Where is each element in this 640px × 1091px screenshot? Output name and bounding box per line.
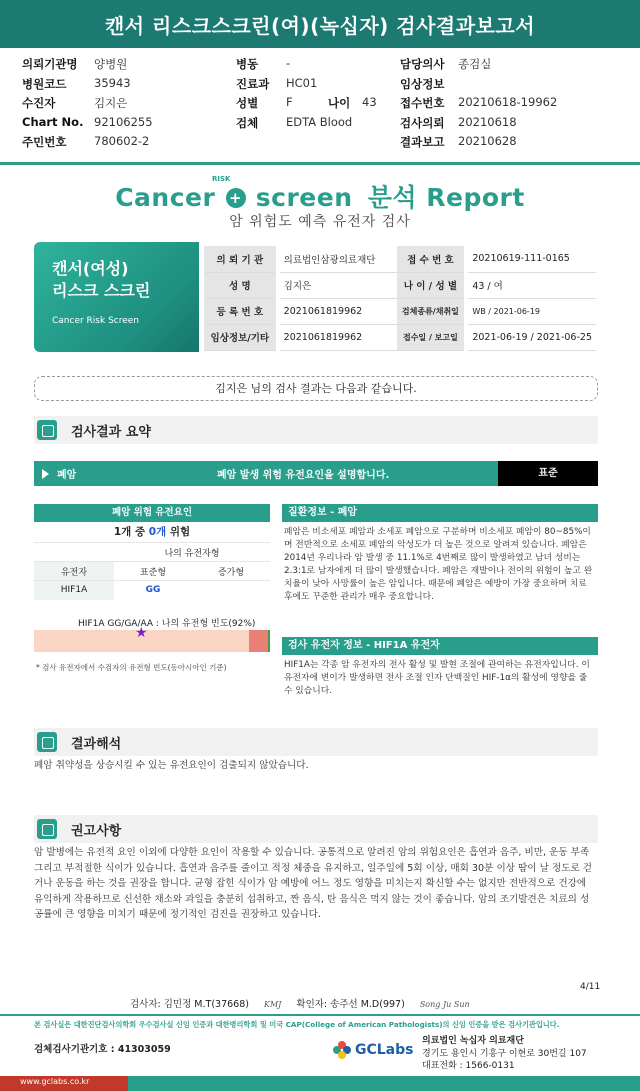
table-row [204, 272, 596, 298]
panel-line1: 캔서(여성) [52, 259, 129, 278]
meta-label: 담당의사 [400, 57, 445, 71]
banner-gene: 폐암 [57, 470, 77, 481]
meta-label: 수진자 [22, 96, 56, 110]
meta-value: F [286, 95, 293, 109]
frequency-label: HIF1A GG/GA/AA : 나의 유전형 빈도(92%) [78, 619, 256, 629]
banner-desc: 폐암 발생 위험 유전요인을 설명합니다. [217, 470, 390, 481]
gclabs-text: GCLabs [355, 1042, 414, 1058]
banner-main [34, 461, 498, 486]
meta-value: 20210618-19962 [458, 95, 558, 109]
people-icon [37, 819, 57, 839]
risk-factor-panel [34, 504, 270, 672]
meta-value: 종검실 [458, 57, 492, 71]
count-pre: 1개 중 [113, 526, 146, 538]
gene-info-head: 검사 유전자 정보 - HIF1A 유전자 [282, 637, 598, 655]
count-post: 위험 [169, 526, 191, 538]
meta-value: 김지은 [94, 96, 128, 110]
clipboard-icon [37, 420, 57, 440]
table-row [34, 543, 270, 562]
meta-label: 병동 [236, 57, 259, 71]
section-title: 결과해석 [71, 736, 122, 752]
meta-label: Chart No. [22, 114, 84, 129]
gene-name: HIF1A [34, 581, 114, 600]
meta-value: EDTA Blood [286, 114, 353, 129]
genotype-value: GG [114, 581, 192, 600]
certification-text: 본 검사실은 대한진단검사의학회 우수검사실 신임 인증과 대한병리학회 및 미국 CAP(College of American Pathologists)의 신임 인증을 받은 검사기관입니다. [34, 1020, 560, 1029]
meta-row [22, 95, 622, 115]
genotype-table [34, 542, 270, 600]
table-row [204, 298, 596, 324]
info-key: 접 수 번 호 [397, 246, 467, 272]
website-link[interactable]: www.gclabs.co.kr [20, 1077, 90, 1086]
empty-cell [34, 543, 114, 562]
address: 경기도 용인시 기흥구 이현로 30번길 107 [422, 1048, 587, 1059]
gclabs-mark-icon [333, 1041, 351, 1059]
meta-label: 결과보고 [400, 135, 445, 149]
info-key: 의 뢰 기 관 [204, 246, 278, 272]
interpretation-section-header [34, 728, 598, 756]
section-title: 검사결과 요약 [71, 424, 151, 440]
meta-label: 나이 [328, 96, 351, 110]
info-key: 등 록 번 호 [204, 298, 278, 324]
meta-value: 35943 [94, 75, 131, 90]
address-block [422, 1035, 587, 1073]
info-key: 성 명 [204, 272, 278, 298]
signers [130, 996, 482, 1010]
info-key: 접수일 / 보고일 [397, 324, 467, 350]
meta-row [22, 115, 622, 135]
info-value: 김지은 [278, 272, 397, 298]
meta-row [22, 134, 622, 154]
interpretation-text: 폐암 취약성을 상승시킬 수 있는 유전요인이 검출되지 않았습니다. [34, 760, 309, 771]
footnote: * 검사 유전자에서 수검자의 유전형 빈도(동아시아인 기준) [36, 663, 227, 672]
greeting-box [34, 376, 598, 401]
info-key: 임상정보/기타 [204, 324, 278, 350]
tester-signature: KMJ [264, 1000, 282, 1009]
info-key: 검체종류/채취일 [397, 298, 467, 324]
risk-count [34, 522, 270, 542]
info-value: 2021-06-19 / 2021-06-25 [466, 324, 596, 350]
info-key: 나 이 / 성 별 [397, 272, 467, 298]
table-row [34, 562, 270, 581]
meta-label: 접수번호 [400, 96, 445, 110]
my-genotype-label: 나의 유전자형 [114, 543, 270, 562]
panel-line2: 리스크 스크린 [52, 281, 151, 300]
institution-number: 검체검사기관기호 : 41303059 [34, 1044, 171, 1055]
risk-factor-head: 폐암 위험 유전요인 [34, 504, 270, 522]
info-panel [282, 504, 598, 698]
confirmer-label: 확인자: 송주선 M.D(997) [296, 999, 405, 1010]
meta-label: 진료과 [236, 76, 270, 91]
risk-tag: RISK [212, 175, 231, 183]
meta-value: 양병원 [94, 57, 128, 71]
table-row [204, 324, 596, 350]
logo-brand-b: screen [255, 183, 353, 212]
empty-cell [192, 581, 270, 600]
meta-label: 검체 [236, 115, 259, 130]
status-badge: 표준 [498, 461, 598, 486]
plus-icon: + [226, 188, 246, 208]
logo-report: Report [426, 183, 525, 212]
meta-value: 43 [362, 95, 377, 109]
meta-label: 성별 [236, 96, 259, 110]
disease-info-text: 폐암은 비소세포 폐암과 소세포 폐암으로 구분하며 비소세포 폐암이 80~85%이며 전반적으로 소세포 폐암의 악성도가 더 높은 것으로 알려져 있습니다. 폐암은 2014년 우리나라 암 발생 중 11.1%로 4번째로 많이 발생하였고 남녀 성비는 2.3:1로 남자에게 더 많이 발생했습니다. 폐암은 재발이나 전이의 위험이 높고 완치율이 낮아 사망률이 높은 암입니다. 때문에 폐암은 예방이 가장 중요하며 치료 후에도 꾸준한 관리가 매우 중요합니다. [284, 527, 593, 602]
logo-korean: 분석 [367, 183, 418, 212]
meta-value: 780602-2 [94, 134, 150, 148]
summary-section-header [34, 416, 598, 444]
meta-label: 의뢰기관명 [22, 57, 78, 71]
patient-meta [22, 56, 622, 154]
logo-brand-a: Cancer [115, 183, 216, 212]
table-row [204, 246, 596, 272]
frequency-bar [34, 630, 270, 652]
disease-info-head: 질환정보 - 폐암 [282, 504, 598, 522]
meta-value: 92106255 [94, 114, 153, 129]
section-title: 권고사항 [71, 823, 122, 839]
panel-line3: Cancer Risk Screen [52, 316, 140, 326]
frequency-other [249, 630, 268, 652]
meta-value: - [286, 56, 291, 70]
phone: 대표전화 : 1566-0131 [422, 1061, 515, 1071]
meta-row [22, 76, 622, 96]
bottom-bar [0, 1076, 640, 1091]
report-title-bar [0, 0, 640, 48]
play-icon [42, 469, 49, 479]
info-value: 의료법인삼광의료재단 [278, 246, 397, 272]
calendar-icon [37, 732, 57, 752]
meta-value: 20210618 [458, 114, 517, 129]
info-value: 2021061819962 [278, 324, 397, 350]
report-subtitle: 암 위험도 예측 유전자 검사 [229, 214, 411, 230]
count-num: 0개 [148, 526, 167, 538]
meta-value: 20210628 [458, 134, 517, 148]
star-icon: ★ [135, 625, 148, 641]
confirmer-signature: Song Ju Sun [419, 1000, 470, 1009]
page-number: 4/11 [580, 982, 601, 992]
info-value: 2021061819962 [278, 298, 397, 324]
meta-label: 병원코드 [22, 76, 67, 91]
meta-label: 주민번호 [22, 135, 67, 149]
advice-section-header [34, 815, 598, 843]
gclabs-logo [333, 1041, 414, 1059]
greeting-text: 김지은 님의 검사 결과는 다음과 같습니다. [215, 382, 417, 395]
info-value: 20210619-111-0165 [466, 246, 596, 272]
divider [0, 162, 640, 165]
divider [0, 1014, 640, 1016]
tester-label: 검사자: 김민정 M.T(37668) [130, 999, 249, 1010]
patient-info-table [204, 246, 596, 351]
info-value: WB / 2021-06-19 [466, 298, 596, 324]
col-gene: 유전자 [34, 562, 114, 581]
advice-text: 암 발병에는 유전적 요인 이외에 다양한 요인이 작용할 수 있습니다. 공통적으로 알려진 암의 위험요인은 흡연과 음주, 비만, 운동 부족 그리고 부적절한 식이가 있습니다. 흡연과 음주를 줄이고 적정 체중을 유지하고, 일주일에 5회 이상, 매회 30분 이상 땀이 날 정도로 걷거나 운동을 하는 것을 권장을 합니다. 균형 잡힌 식이가 암 예방에 어느 정도 영향을 미치는지 확신할 수는 없지만 전반적으로 건강에 유익하게 작용하므로 신선한 채소와 과일을 충분히 섭취하고, 짠 음식, 탄 음식은 먹지 않는 것이 좋습니다. 암의 조기발견은 치료의 성공률에 큰 영향을 미치기 때문에 정기적인 검진을 권장하고 있습니다. [34, 847, 593, 920]
result-banner [34, 461, 598, 486]
org-name: 의료법인 녹십자 의료재단 [422, 1036, 524, 1046]
product-panel [34, 242, 199, 352]
col-standard: 표준형 [114, 562, 192, 581]
table-row [34, 581, 270, 600]
meta-row [22, 56, 622, 76]
report-title: 캔서 리스크스크린(여)(녹십자) 검사결과보고서 [104, 13, 536, 38]
meta-label: 검사의뢰 [400, 115, 445, 130]
meta-label: 임상정보 [400, 76, 445, 91]
cancer-risk-screen-logo [0, 178, 640, 214]
info-value: 43 / 여 [466, 272, 596, 298]
col-increase: 증가형 [192, 562, 270, 581]
meta-value: HC01 [286, 75, 318, 90]
gene-info-text: HIF1A는 각종 암 유전자의 전사 활성 및 발현 조절에 관여하는 유전자입니다. 이 유전자에 변이가 발생하면 전사 조절 인자 단백질인 HIF-1α의 활성에 영향을 줄 수 있습니다. [284, 660, 590, 696]
frequency-marker [268, 630, 270, 652]
